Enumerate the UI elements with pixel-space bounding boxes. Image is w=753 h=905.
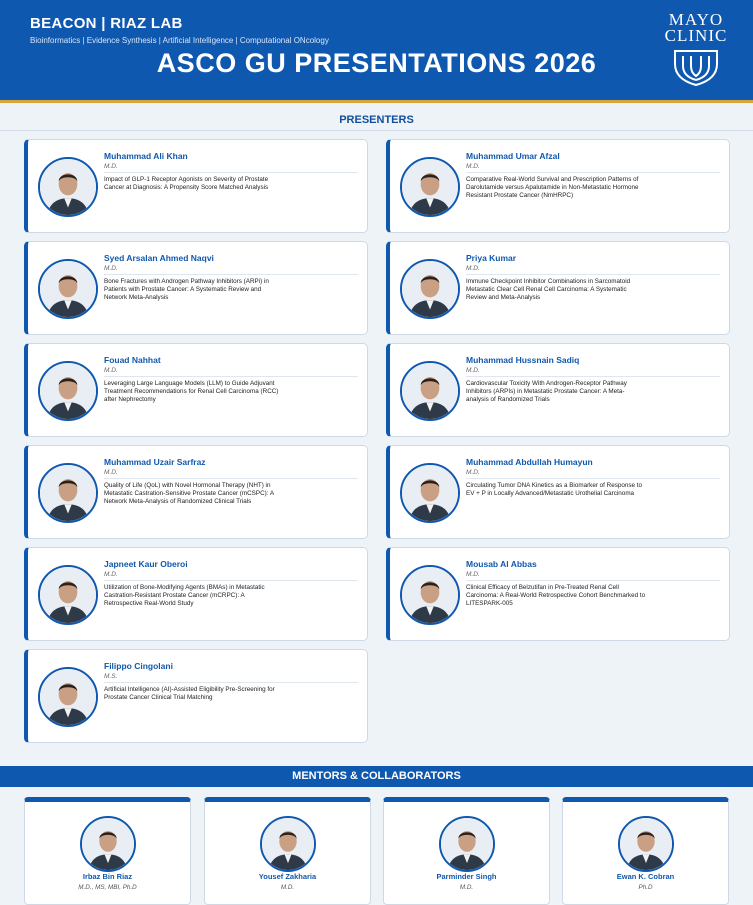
page-title: ASCO GU PRESENTATIONS 2026 — [156, 48, 597, 78]
presenter-photo — [400, 463, 460, 523]
person-icon — [40, 465, 96, 521]
presenter-degree: M.D. — [104, 163, 118, 170]
presenter-card — [386, 241, 730, 335]
presenter-name: Muhammad Uzair Sarfraz — [104, 457, 206, 467]
presentation-title: Impact of GLP-1 Receptor Agonists on Severity of Prostate Cancer at Diagnosis: A Propensity Score Matched Analysis — [104, 176, 269, 191]
mentor-photo — [80, 816, 136, 872]
divider — [104, 172, 358, 173]
person-icon — [40, 567, 96, 623]
section-divider — [0, 130, 753, 131]
presenter-name: Japneet Kaur Oberoi — [104, 559, 188, 569]
presentation-title: Utilization of Bone-Modifying Agents (BMAs) in Metastatic Castration-Resistant Prostate Cancer (mCRPC): A Retrospective Real-World Study — [104, 584, 265, 607]
person-icon — [402, 567, 458, 623]
divider — [104, 376, 358, 377]
presentation-title: Circulating Tumor DNA Kinetics as a Biomarker of Response to EV + P in Locally Advanced/Metastatic Urothelial Carcinoma — [466, 482, 643, 497]
presenter-name: Syed Arsalan Ahmed Naqvi — [104, 253, 214, 263]
presenter-name: Muhammad Hussnain Sadiq — [466, 355, 580, 365]
presenter-photo — [38, 361, 98, 421]
presenters-heading: PRESENTERS — [339, 114, 414, 126]
presenter-degree: M.D. — [466, 469, 480, 476]
person-icon — [620, 818, 672, 870]
presenter-card — [386, 547, 730, 641]
presenter-name: Muhammad Ali Khan — [104, 151, 188, 161]
presenter-name: Fouad Nahhat — [104, 355, 161, 365]
mentor-degree: M.D. — [280, 884, 295, 891]
mayo-clinic-logo — [656, 12, 736, 86]
mentor-degree: M.D. — [459, 884, 474, 891]
mentor-degree: M.D., MS, MBI, Ph.D — [78, 884, 137, 891]
presenter-photo — [400, 157, 460, 217]
presentation-title: Cardiovascular Toxicity With Androgen-Receptor Pathway Inhibitors (ARPIs) in Metastatic Prostate Cancer: A Meta-analysis of Randomized Trials — [466, 380, 627, 403]
presenter-name: Muhammad Umar Afzal — [466, 151, 560, 161]
presenter-photo — [38, 667, 98, 727]
presentation-title: Leveraging Large Language Models (LLM) to Guide Adjuvant Treatment Recommendations for Renal Cell Carcinoma (RCC) after Nephrectomy — [104, 380, 279, 403]
presentation-title: Quality of Life (QoL) with Novel Hormonal Therapy (NHT) in Metastatic Castration-Sensitive Prostate Cancer (mCSPC): A Network Meta-Analysis of Randomized Clinical Trials — [104, 482, 274, 505]
presenter-photo — [38, 259, 98, 319]
person-icon — [402, 465, 458, 521]
mentor-photo — [439, 816, 495, 872]
mentor-name: Yousef Zakharia — [258, 872, 317, 881]
presenter-degree: M.D. — [104, 367, 118, 374]
presenter-card — [386, 445, 730, 539]
presenter-photo — [400, 361, 460, 421]
presenter-photo — [400, 259, 460, 319]
presenter-degree: M.D. — [466, 367, 480, 374]
divider — [104, 478, 358, 479]
mentor-name: Parminder Singh — [436, 872, 497, 881]
presentation-title: Artificial Intelligence (AI)-Assisted Eligibility Pre-Screening for Prostate Cancer Clinical Trial Matching — [104, 686, 275, 701]
shield-icon — [671, 48, 721, 86]
lab-tagline: Bioinformatics | Evidence Synthesis | Artificial Intelligence | Computational ONcology — [30, 36, 329, 45]
presenter-card — [386, 343, 730, 437]
person-icon — [402, 261, 458, 317]
mentor-name: Irbaz Bin Riaz — [82, 872, 133, 881]
mentors-banner — [0, 766, 753, 787]
divider — [466, 580, 720, 581]
presenter-name: Muhammad Abdullah Humayun — [466, 457, 593, 467]
divider — [466, 274, 720, 275]
mentor-card — [204, 797, 371, 905]
presenter-name: Mousab Al Abbas — [466, 559, 537, 569]
mentor-photo — [618, 816, 674, 872]
presentation-title: Comparative Real-World Survival and Prescription Patterns of Darolutamide versus Apalutamide in Non-Metastatic Hormone Resistant Prostate Cancer (NmHRPC) — [466, 176, 639, 199]
divider — [104, 682, 358, 683]
presenter-degree: M.D. — [466, 571, 480, 578]
presenter-degree: M.D. — [466, 163, 480, 170]
person-icon — [82, 818, 134, 870]
divider — [104, 274, 358, 275]
presentation-title: Immune Checkpoint Inhibitor Combinations in Sarcomatoid Metastatic Clear Cell Renal Cell Carcinoma: A Systematic Review and Meta-Analysis — [466, 278, 631, 301]
presenter-card — [24, 343, 368, 437]
person-icon — [40, 669, 96, 725]
person-icon — [441, 818, 493, 870]
accent-divider — [0, 100, 753, 103]
presenter-degree: M.D. — [104, 469, 118, 476]
presenter-card — [24, 139, 368, 233]
presenter-photo — [38, 565, 98, 625]
person-icon — [40, 363, 96, 419]
lab-name: BEACON | RIAZ LAB — [30, 15, 183, 32]
presenter-photo — [38, 463, 98, 523]
logo-text-line1: MAYO — [668, 10, 724, 29]
mentor-card — [24, 797, 191, 905]
presentation-title: Clinical Efficacy of Belzutifan in Pre-Treated Renal Cell Carcinoma: A Real-World Retrospective Cohort Benchmarked to LITESPARK-005 — [466, 584, 646, 607]
presenter-degree: M.D. — [104, 265, 118, 272]
header-banner — [0, 0, 753, 103]
person-icon — [262, 818, 314, 870]
mentors-heading: MENTORS & COLLABORATORS — [292, 770, 461, 782]
divider — [466, 478, 720, 479]
presenter-card — [24, 445, 368, 539]
presenter-degree: M.S. — [104, 673, 118, 680]
divider — [466, 172, 720, 173]
person-icon — [40, 261, 96, 317]
presenter-card — [386, 139, 730, 233]
divider — [104, 580, 358, 581]
presenter-name: Filippo Cingolani — [104, 661, 173, 671]
person-icon — [402, 363, 458, 419]
presenter-name: Priya Kumar — [466, 253, 517, 263]
mentor-degree: Ph.D — [638, 884, 653, 891]
mentor-name: Ewan K. Cobran — [616, 872, 675, 881]
presentation-title: Bone Fractures with Androgen Pathway Inhibitors (ARPi) in Patients with Prostate Cancer: A Systematic Review and Network Meta-Analysis — [104, 278, 269, 301]
presenter-card — [24, 649, 368, 743]
presenter-degree: M.D. — [466, 265, 480, 272]
mentor-card — [562, 797, 729, 905]
presenter-card — [24, 241, 368, 335]
logo-text-line2: CLINIC — [664, 26, 728, 45]
presenter-photo — [400, 565, 460, 625]
person-icon — [402, 159, 458, 215]
mentor-photo — [260, 816, 316, 872]
divider — [466, 376, 720, 377]
person-icon — [40, 159, 96, 215]
presenter-photo — [38, 157, 98, 217]
presenter-card — [24, 547, 368, 641]
presenter-degree: M.D. — [104, 571, 118, 578]
mentor-card — [383, 797, 550, 905]
